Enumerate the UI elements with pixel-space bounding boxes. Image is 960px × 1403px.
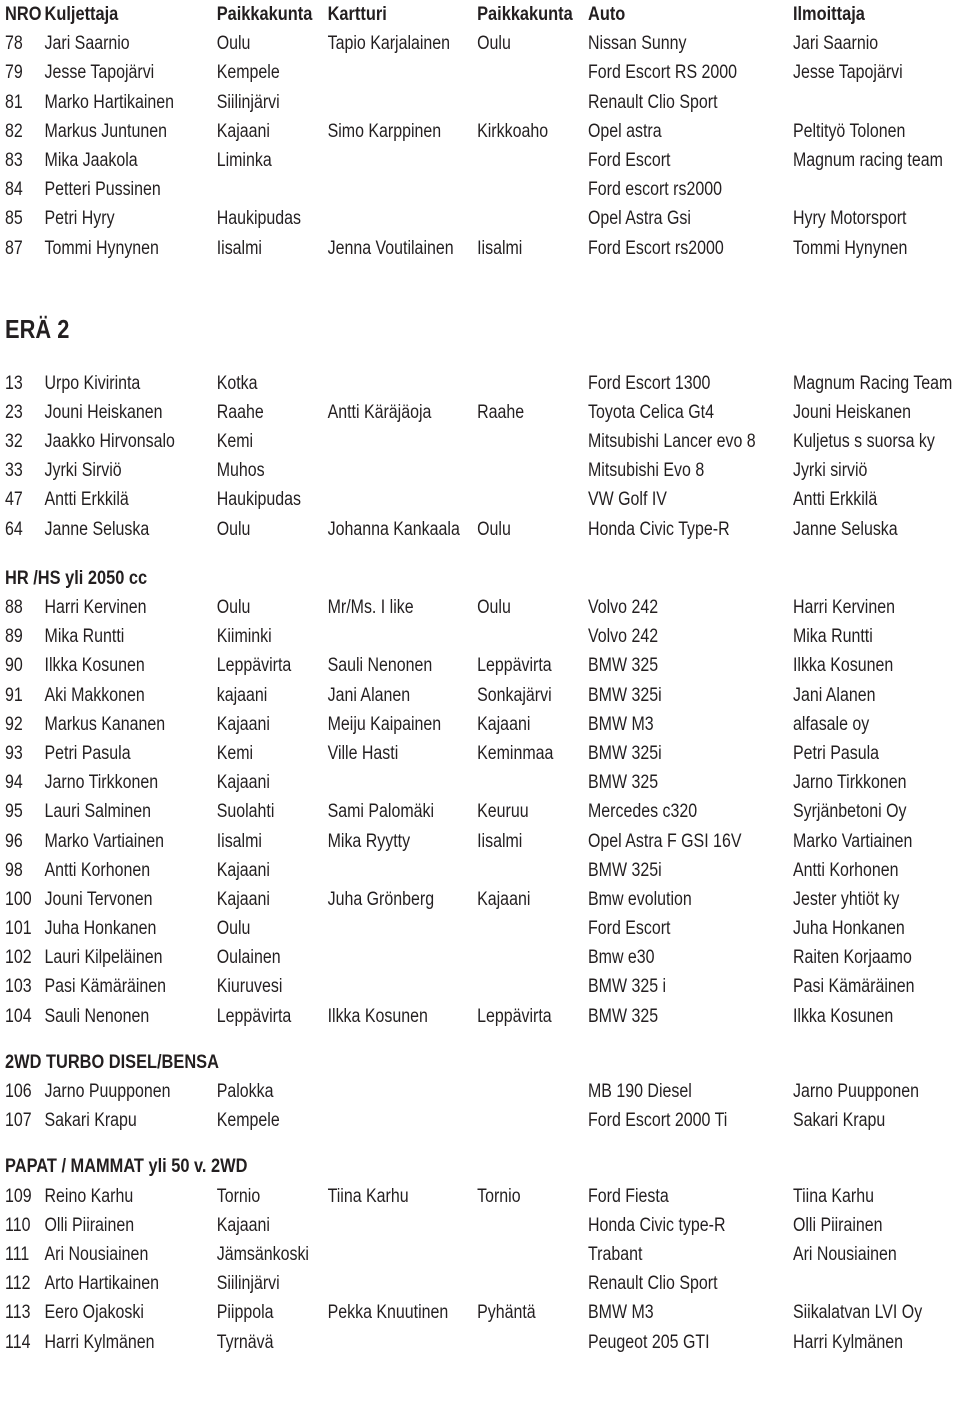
table-row	[0, 1328, 960, 1357]
hr-hs-rows	[0, 593, 960, 1031]
cell-entrant: Harri Kervinen	[792, 597, 895, 618]
cell-driver-town: Kempele	[216, 1110, 280, 1132]
cell-entrant: Jani Alanen	[792, 684, 876, 706]
cell-driver: Arto Hartikainen	[44, 1273, 159, 1295]
cell-driver-town: Kajaani	[216, 1214, 270, 1236]
cell-nro: 98	[5, 859, 23, 881]
cell-car: BMW M3	[588, 713, 654, 735]
cell-driver-town: Leppävirta	[216, 655, 292, 677]
cell-driver-town: Oulu	[216, 597, 251, 618]
cell-nro: 85	[5, 208, 23, 230]
table-row	[0, 515, 960, 544]
cell-car: Ford Escort 2000 Ti	[588, 1110, 728, 1132]
cell-driver-town: Kiuruvesi	[216, 976, 283, 998]
cell-entrant: Jesse Tapojärvi	[792, 62, 903, 84]
cell-navigator-town: Keminmaa	[477, 742, 554, 764]
cell-driver-town: Kempele	[216, 62, 280, 84]
header-driver-town: Paikkakunta	[216, 3, 313, 25]
cell-entrant: Tiina Karhu	[792, 1185, 874, 1207]
table-row	[0, 622, 960, 651]
cell-car: Mitsubishi Lancer evo 8	[588, 431, 756, 453]
cell-nro: 107	[5, 1110, 32, 1132]
cell-car: Trabant	[588, 1243, 643, 1265]
cell-driver-town: Haukipudas	[216, 208, 302, 230]
cell-entrant: Magnum Racing Team	[792, 372, 953, 394]
cell-entrant: Pasi Kämäräinen	[792, 976, 915, 998]
cell-car: Volvo 242	[588, 597, 659, 618]
cell-driver: Markus Juntunen	[44, 120, 167, 142]
cell-car: MB 190 Diesel	[588, 1081, 692, 1102]
cell-car: Opel Astra F GSI 16V	[588, 830, 742, 852]
cell-car: Mercedes c320	[588, 801, 698, 823]
table-row	[0, 943, 960, 972]
cell-entrant: Mika Runtti	[792, 626, 873, 648]
cell-driver-town: Oulu	[216, 33, 251, 55]
cell-driver: Antti Erkkilä	[44, 489, 129, 511]
cell-driver-town: Tyrnävä	[216, 1331, 274, 1353]
cell-navigator-town: Iisalmi	[477, 830, 523, 852]
cell-driver-town: Kemi	[216, 742, 254, 764]
cell-navigator: Jani Alanen	[327, 684, 411, 706]
table-row	[0, 427, 960, 456]
cell-navigator: Ilkka Kosunen	[327, 1005, 428, 1027]
header-navigator: Kartturi	[327, 3, 387, 25]
cell-driver-town: Siilinjärvi	[216, 1273, 280, 1295]
cell-driver-town: Muhos	[216, 460, 265, 482]
cell-nro: 94	[5, 772, 23, 794]
cell-driver: Marko Hartikainen	[44, 91, 175, 113]
cell-entrant: Janne Seluska	[792, 518, 898, 540]
cell-driver: Sakari Krapu	[44, 1110, 137, 1132]
cell-driver-town: Palokka	[216, 1081, 274, 1102]
cell-car: BMW 325i	[588, 859, 662, 881]
cell-entrant: Jari Saarnio	[792, 33, 879, 55]
cell-navigator: Jenna Voutilainen	[327, 237, 454, 259]
cell-navigator-town: Oulu	[477, 597, 511, 618]
cell-driver: Mika Jaakola	[44, 149, 138, 171]
header-car: Auto	[588, 3, 626, 25]
era2-rows	[0, 369, 960, 544]
cell-entrant: Jester yhtiöt ky	[792, 888, 900, 910]
cell-nro: 92	[5, 713, 23, 735]
cell-entrant: Magnum racing team	[792, 149, 943, 171]
cell-navigator: Juha Grönberg	[327, 888, 435, 910]
cell-driver: Jouni Heiskanen	[44, 401, 163, 423]
cell-nro: 78	[5, 33, 23, 55]
cell-driver-town: kajaani	[216, 684, 268, 706]
cell-nro: 13	[5, 372, 23, 394]
cell-driver: Ari Nousiainen	[44, 1243, 149, 1265]
section-title-era2: ERÄ 2	[5, 313, 70, 344]
cell-nro: 101	[5, 918, 32, 940]
cell-entrant: Siikalatvan LVI Oy	[792, 1302, 923, 1324]
cell-navigator-town: Oulu	[477, 33, 511, 55]
table-header	[0, 0, 960, 29]
cell-navigator-town: Sonkajärvi	[477, 684, 552, 706]
table-row	[0, 456, 960, 485]
cell-navigator-town: Iisalmi	[477, 237, 523, 259]
cell-driver: Jouni Tervonen	[44, 888, 153, 910]
cell-entrant: Raiten Korjaamo	[792, 947, 912, 969]
cell-car: Ford Escort RS 2000	[588, 62, 738, 84]
cell-driver: Marko Vartiainen	[44, 830, 164, 852]
cell-driver: Petteri Pussinen	[44, 179, 161, 201]
cell-nro: 83	[5, 149, 23, 171]
cell-driver-town: Haukipudas	[216, 489, 302, 511]
cell-entrant: Olli Piirainen	[792, 1214, 883, 1236]
cell-driver-town: Kemi	[216, 431, 254, 453]
cell-car: BMW 325	[588, 655, 659, 677]
cell-nro: 79	[5, 62, 23, 84]
cell-car: BMW 325i	[588, 742, 662, 764]
cell-driver-town: Kajaani	[216, 859, 270, 881]
cell-car: Nissan Sunny	[588, 33, 687, 55]
papat-rows	[0, 1182, 960, 1357]
cell-driver: Jyrki Sirviö	[44, 460, 122, 482]
cell-driver-town: Siilinjärvi	[216, 91, 280, 113]
cell-car: BMW 325	[588, 772, 659, 794]
cell-driver-town: Oulu	[216, 918, 251, 940]
cell-driver: Urpo Kivirinta	[44, 372, 141, 394]
table-row	[0, 1106, 960, 1135]
cell-car: Volvo 242	[588, 626, 659, 648]
table-row	[0, 29, 960, 58]
cell-driver-town: Kajaani	[216, 120, 270, 142]
cell-driver: Jarno Puupponen	[44, 1081, 171, 1102]
table-row	[0, 1077, 960, 1106]
table-row	[0, 485, 960, 514]
cell-driver: Eero Ojakoski	[44, 1302, 144, 1324]
table-row	[0, 369, 960, 398]
cell-driver: Mika Runtti	[44, 626, 125, 648]
cell-navigator-town: Kirkkoaho	[477, 120, 549, 142]
cell-navigator: Tiina Karhu	[327, 1185, 409, 1207]
cell-car: VW Golf IV	[588, 489, 667, 511]
cell-driver: Jaakko Hirvonsalo	[44, 431, 175, 453]
cell-nro: 88	[5, 597, 23, 618]
table-row	[0, 1298, 960, 1327]
cell-car: Opel astra	[588, 120, 662, 142]
cell-driver: Harri Kervinen	[44, 597, 147, 618]
table-row	[0, 1269, 960, 1298]
cell-entrant: Jouni Heiskanen	[792, 401, 911, 423]
cell-driver: Tommi Hynynen	[44, 237, 159, 259]
cell-driver: Harri Kylmänen	[44, 1331, 155, 1353]
table-row	[0, 1211, 960, 1240]
cell-car: Renault Clio Sport	[588, 1273, 718, 1295]
cell-car: Peugeot 205 GTI	[588, 1331, 710, 1353]
cell-entrant: Kuljetus s suorsa ky	[792, 431, 935, 453]
cell-driver: Antti Korhonen	[44, 859, 151, 881]
table-row	[0, 204, 960, 233]
cell-driver: Petri Pasula	[44, 742, 131, 764]
cell-nro: 104	[5, 1005, 32, 1027]
cell-nro: 111	[5, 1243, 30, 1265]
cell-driver: Janne Seluska	[44, 518, 150, 540]
cell-entrant: Syrjänbetoni Oy	[792, 801, 907, 823]
cell-driver-town: Oulu	[216, 518, 251, 540]
cell-entrant: Ari Nousiainen	[792, 1243, 897, 1265]
cell-nro: 32	[5, 431, 23, 453]
cell-navigator: Simo Karppinen	[327, 120, 442, 142]
cell-car: Ford Escort	[588, 149, 671, 171]
cell-driver-town: Liminka	[216, 149, 272, 171]
cell-entrant: Peltityö Tolonen	[792, 120, 906, 142]
cell-nro: 113	[5, 1302, 31, 1324]
cell-driver-town: Jämsänkoski	[216, 1243, 309, 1265]
class-title-hr-hs: HR /HS yli 2050 cc	[5, 566, 148, 589]
cell-nro: 110	[5, 1214, 31, 1236]
cell-nro: 84	[5, 179, 23, 201]
cell-navigator: Sami Palomäki	[327, 801, 435, 823]
cell-driver: Jarno Tirkkonen	[44, 772, 159, 794]
cell-driver: Pasi Kämäräinen	[44, 976, 167, 998]
cell-driver-town: Raahe	[216, 401, 264, 423]
table-row	[0, 739, 960, 768]
cell-entrant: Antti Korhonen	[792, 859, 899, 881]
table-row	[0, 972, 960, 1001]
cell-car: Bmw e30	[588, 947, 655, 969]
table-row	[0, 234, 960, 263]
cell-nro: 103	[5, 976, 32, 998]
table-row	[0, 175, 960, 204]
cell-driver-town: Leppävirta	[216, 1005, 292, 1027]
cell-navigator-town: Keuruu	[477, 801, 529, 823]
cell-driver: Aki Makkonen	[44, 684, 145, 706]
group-top-rows	[0, 29, 960, 263]
cell-nro: 82	[5, 120, 23, 142]
table-row	[0, 1002, 960, 1031]
cell-navigator: Tapio Karjalainen	[327, 33, 451, 55]
cell-navigator-town: Oulu	[477, 518, 511, 540]
cell-car: Ford escort rs2000	[588, 179, 722, 201]
cell-navigator-town: Kajaani	[477, 713, 531, 735]
cell-entrant: alfasale oy	[792, 713, 870, 735]
cell-entrant: Jyrki sirviö	[792, 460, 868, 482]
cell-entrant: Jarno Tirkkonen	[792, 772, 907, 794]
cell-entrant: Ilkka Kosunen	[792, 1005, 894, 1027]
table-row	[0, 398, 960, 427]
table-row	[0, 117, 960, 146]
cell-car: Toyota Celica Gt4	[588, 401, 714, 423]
cell-entrant: Ilkka Kosunen	[792, 655, 894, 677]
cell-car: Mitsubishi Evo 8	[588, 460, 705, 482]
cell-driver: Petri Hyry	[44, 208, 115, 230]
cell-nro: 96	[5, 830, 23, 852]
header-nro: NRO	[5, 3, 42, 25]
table-row	[0, 710, 960, 739]
cell-nro: 81	[5, 91, 23, 113]
cell-navigator: Mr/Ms. I like	[327, 597, 414, 618]
cell-driver: Jari Saarnio	[44, 33, 130, 55]
table-row	[0, 856, 960, 885]
table-row	[0, 651, 960, 680]
cell-driver: Juha Honkanen	[44, 918, 157, 940]
cell-navigator-town: Kajaani	[477, 888, 531, 910]
cell-entrant: Juha Honkanen	[792, 918, 905, 940]
cell-entrant: Antti Erkkilä	[792, 489, 878, 511]
cell-car: BMW 325 i	[588, 976, 667, 998]
cell-navigator: Meiju Kaipainen	[327, 713, 442, 735]
cell-car: Bmw evolution	[588, 888, 692, 910]
cell-nro: 89	[5, 626, 23, 648]
cell-driver: Sauli Nenonen	[44, 1005, 150, 1027]
cell-nro: 33	[5, 460, 23, 482]
table-row	[0, 797, 960, 826]
cell-navigator-town: Pyhäntä	[477, 1302, 536, 1324]
cell-navigator: Ville Hasti	[327, 742, 399, 764]
cell-driver-town: Kotka	[216, 372, 258, 394]
cell-driver: Lauri Salminen	[44, 801, 151, 823]
table-row	[0, 914, 960, 943]
table-row	[0, 1240, 960, 1269]
turbo-rows	[0, 1077, 960, 1135]
cell-entrant: Sakari Krapu	[792, 1110, 886, 1132]
cell-entrant: Petri Pasula	[792, 742, 880, 764]
cell-navigator-town: Leppävirta	[477, 1005, 552, 1027]
cell-car: Ford Escort 1300	[588, 372, 711, 394]
cell-driver-town: Kajaani	[216, 772, 270, 794]
cell-car: Honda Civic type-R	[588, 1214, 726, 1236]
cell-driver: Jesse Tapojärvi	[44, 62, 155, 84]
cell-entrant: Marko Vartiainen	[792, 830, 913, 852]
cell-nro: 114	[5, 1331, 31, 1353]
cell-driver-town: Kajaani	[216, 713, 270, 735]
cell-nro: 93	[5, 742, 23, 764]
cell-navigator-town: Raahe	[477, 401, 525, 423]
cell-navigator-town: Tornio	[477, 1185, 521, 1207]
table-row	[0, 58, 960, 87]
header-navigator-town: Paikkakunta	[477, 3, 573, 25]
table-row	[0, 827, 960, 856]
table-row	[0, 885, 960, 914]
table-row	[0, 593, 960, 622]
cell-driver-town: Piippola	[216, 1302, 274, 1324]
cell-driver-town: Kiiminki	[216, 626, 272, 648]
cell-nro: 87	[5, 237, 23, 259]
header-entrant: Ilmoittaja	[792, 3, 865, 25]
cell-nro: 106	[5, 1081, 32, 1102]
cell-car: Ford Escort	[588, 918, 671, 940]
cell-nro: 91	[5, 684, 23, 706]
cell-navigator: Mika Ryytty	[327, 830, 411, 852]
cell-driver-town: Iisalmi	[216, 237, 262, 259]
cell-car: BMW M3	[588, 1302, 654, 1324]
cell-driver-town: Iisalmi	[216, 830, 262, 852]
table-row	[0, 681, 960, 710]
cell-navigator: Pekka Knuutinen	[327, 1302, 449, 1324]
cell-car: Renault Clio Sport	[588, 91, 718, 113]
cell-driver: Reino Karhu	[44, 1185, 134, 1207]
table-row	[0, 146, 960, 175]
cell-entrant: Hyry Motorsport	[792, 208, 907, 230]
table-row	[0, 768, 960, 797]
cell-nro: 112	[5, 1273, 31, 1295]
cell-driver-town: Kajaani	[216, 888, 270, 910]
cell-car: Ford Fiesta	[588, 1185, 669, 1207]
class-title-papat: PAPAT / MAMMAT yli 50 v. 2WD	[5, 1155, 248, 1178]
header-driver: Kuljettaja	[44, 3, 119, 25]
cell-driver-town: Suolahti	[216, 801, 275, 823]
cell-nro: 47	[5, 489, 23, 511]
cell-car: BMW 325i	[588, 684, 662, 706]
cell-navigator-town: Leppävirta	[477, 655, 552, 677]
cell-driver: Lauri Kilpeläinen	[44, 947, 163, 969]
cell-entrant: Jarno Puupponen	[792, 1081, 919, 1102]
cell-nro: 90	[5, 655, 23, 677]
cell-navigator: Johanna Kankaala	[327, 518, 460, 540]
cell-driver: Olli Piirainen	[44, 1214, 135, 1236]
cell-driver: Markus Kananen	[44, 713, 166, 735]
cell-entrant: Tommi Hynynen	[792, 237, 908, 259]
cell-driver-town: Tornio	[216, 1185, 261, 1207]
table-row	[0, 88, 960, 117]
cell-entrant: Harri Kylmänen	[792, 1331, 903, 1353]
cell-nro: 109	[5, 1185, 32, 1207]
class-title-turbo: 2WD TURBO DISEL/BENSA	[5, 1050, 219, 1073]
cell-car: BMW 325	[588, 1005, 659, 1027]
cell-driver-town: Oulainen	[216, 947, 281, 969]
cell-nro: 102	[5, 947, 32, 969]
cell-car: Opel Astra Gsi	[588, 208, 691, 230]
cell-nro: 64	[5, 518, 23, 540]
cell-nro: 100	[5, 888, 32, 910]
cell-nro: 23	[5, 401, 23, 423]
cell-driver: Ilkka Kosunen	[44, 655, 145, 677]
cell-navigator: Sauli Nenonen	[327, 655, 433, 677]
cell-car: Ford Escort rs2000	[588, 237, 724, 259]
cell-nro: 95	[5, 801, 23, 823]
table-row	[0, 1182, 960, 1211]
cell-navigator: Antti Käräjäoja	[327, 401, 432, 423]
cell-car: Honda Civic Type-R	[588, 518, 730, 540]
